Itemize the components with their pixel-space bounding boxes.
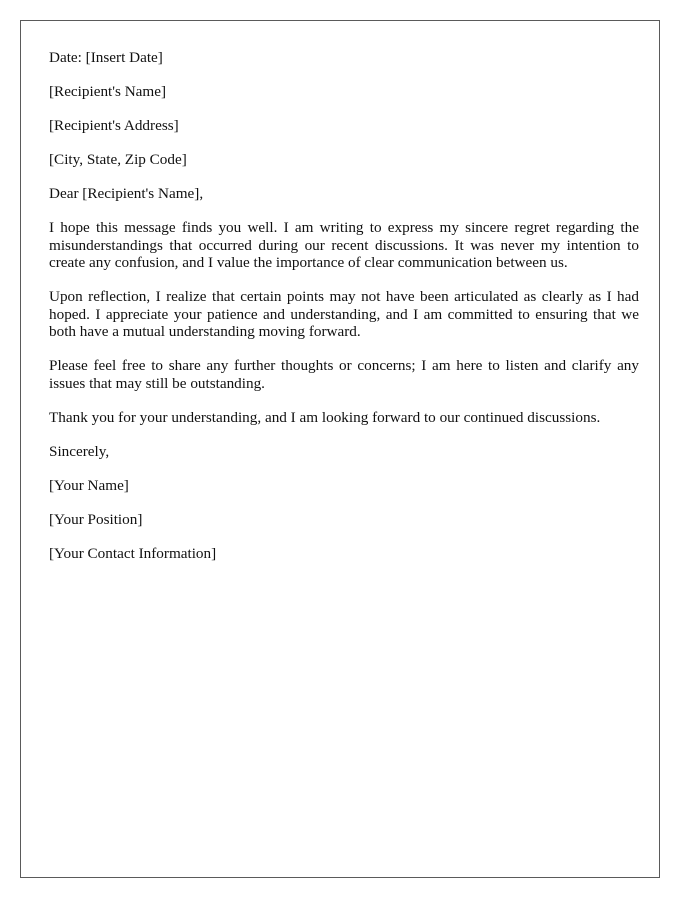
recipient-address: [Recipient's Address] <box>49 117 179 134</box>
letter-page <box>20 20 660 878</box>
sender-contact: [Your Contact Information] <box>49 544 217 562</box>
recipient-name: [Recipient's Name] <box>49 83 167 100</box>
paragraph-thanks: Thank you for your understanding, and I am looking forward to our continued discussions. <box>49 408 601 426</box>
closing: Sincerely, <box>49 442 110 460</box>
sender-name: [Your Name] <box>49 476 129 494</box>
salutation: Dear [Recipient's Name], <box>49 185 204 202</box>
recipient-city-state-zip: [City, State, Zip Code] <box>49 151 187 168</box>
paragraph-intro: I hope this message finds you well. I am writing to express my sincere regret regarding the misunderstandings that occurred during our recent discussions. It was never my intention to create any confusion, and I value the importance of clear communication between us. <box>49 219 639 271</box>
letter-body <box>49 49 639 579</box>
letter-date: Date: [Insert Date] <box>49 49 163 66</box>
sender-position: [Your Position] <box>49 510 143 528</box>
paragraph-invitation: Please feel free to share any further thoughts or concerns; I am here to listen and clarify any issues that may still be outstanding. <box>49 357 639 392</box>
paragraph-reflection: Upon reflection, I realize that certain points may not have been articulated as clearly as I had hoped. I appreciate your patience and understanding, and I am committed to ensuring that we both have a mutual understanding moving forward. <box>49 288 639 340</box>
